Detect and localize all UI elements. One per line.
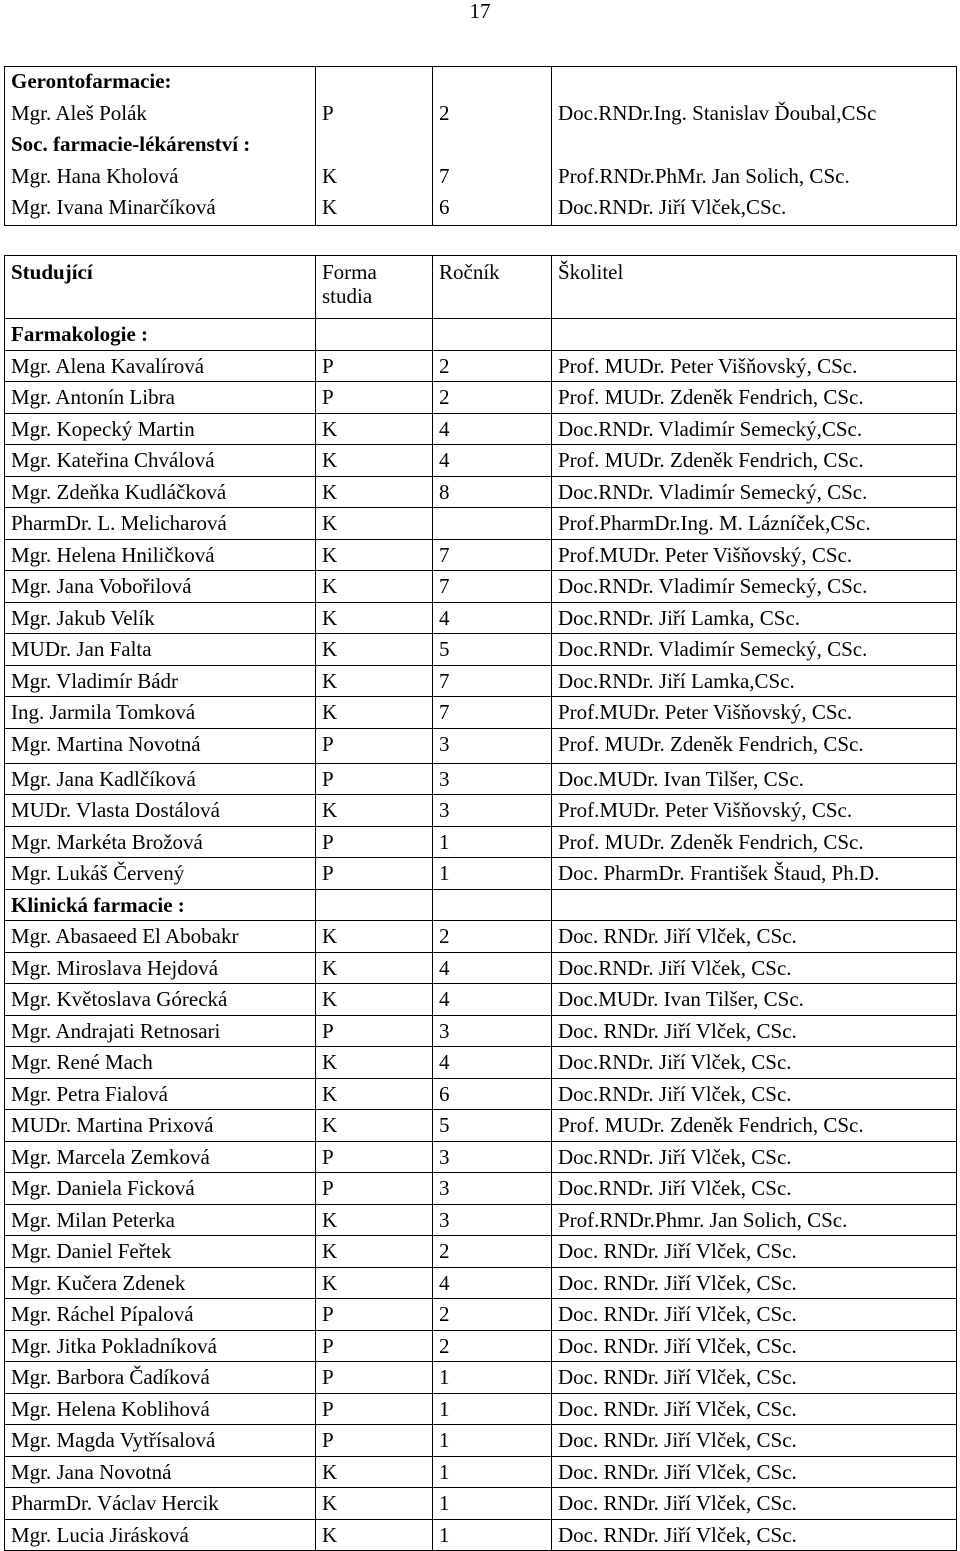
table-row xyxy=(5,1236,957,1268)
rocnik: 1 xyxy=(433,858,552,890)
skolitel: Prof.PharmDr.Ing. M. Lázníček,CSc. xyxy=(552,508,957,540)
student-name: Mgr. René Mach xyxy=(5,1047,316,1079)
forma-studia: K xyxy=(316,1110,433,1142)
forma-studia: K xyxy=(316,508,433,540)
header-studujici: Studující xyxy=(5,256,316,319)
skolitel: Doc.RNDr. Vladimír Semecký,CSc. xyxy=(552,413,957,445)
forma-studia: K xyxy=(316,445,433,477)
skolitel: Doc. RNDr. Jiří Vlček, CSc. xyxy=(552,1362,957,1394)
section-title: Soc. farmacie-lékárenství : xyxy=(5,130,316,162)
forma-studia: K xyxy=(316,795,433,827)
empty-cell xyxy=(433,67,552,99)
table-row xyxy=(5,1330,957,1362)
skolitel: Prof. MUDr. Peter Višňovský, CSc. xyxy=(552,350,957,382)
skolitel: Prof. MUDr. Zdeněk Fendrich, CSc. xyxy=(552,382,957,414)
skolitel: Doc.RNDr. Vladimír Semecký, CSc. xyxy=(552,634,957,666)
student-name: Mgr. Ivana Minarčíková xyxy=(5,193,316,225)
skolitel: Doc. RNDr. Jiří Vlček, CSc. xyxy=(552,1267,957,1299)
student-name: Mgr. Aleš Polák xyxy=(5,99,316,131)
table-row xyxy=(5,1078,957,1110)
forma-studia: K xyxy=(316,1519,433,1551)
forma-studia: P xyxy=(316,826,433,858)
skolitel: Doc.RNDr. Jiří Vlček, CSc. xyxy=(552,1173,957,1205)
skolitel: Doc.RNDr. Vladimír Semecký, CSc. xyxy=(552,476,957,508)
table-row xyxy=(5,162,957,194)
table-row xyxy=(5,1393,957,1425)
table-row xyxy=(5,1204,957,1236)
forma-studia: K xyxy=(316,1456,433,1488)
rocnik: 1 xyxy=(433,1488,552,1520)
table-row xyxy=(5,697,957,729)
rocnik: 6 xyxy=(433,1078,552,1110)
table-row xyxy=(5,193,957,225)
section-row xyxy=(5,889,957,921)
header-rocnik: Ročník xyxy=(433,256,552,319)
student-name: Mgr. Hana Kholová xyxy=(5,162,316,194)
rocnik: 2 xyxy=(433,1299,552,1331)
skolitel: Doc. RNDr. Jiří Vlček, CSc. xyxy=(552,1299,957,1331)
student-name: Mgr. Milan Peterka xyxy=(5,1204,316,1236)
student-name: MUDr. Vlasta Dostálová xyxy=(5,795,316,827)
forma-studia: P xyxy=(316,728,433,763)
section-row xyxy=(5,130,957,162)
table-row xyxy=(5,539,957,571)
skolitel: Doc. RNDr. Jiří Vlček, CSc. xyxy=(552,1236,957,1268)
rocnik: 1 xyxy=(433,1425,552,1457)
student-name: Mgr. Jana Novotná xyxy=(5,1456,316,1488)
skolitel: Doc.RNDr. Jiří Vlček, CSc. xyxy=(552,952,957,984)
empty-cell xyxy=(316,889,433,921)
student-name: Mgr. Jitka Pokladníková xyxy=(5,1330,316,1362)
rocnik: 1 xyxy=(433,1519,552,1551)
table-row xyxy=(5,382,957,414)
skolitel: Doc. RNDr. Jiří Vlček, CSc. xyxy=(552,1330,957,1362)
forma-studia: P xyxy=(316,382,433,414)
skolitel: Prof.RNDr.Phmr. Jan Solich, CSc. xyxy=(552,1204,957,1236)
table-header-row xyxy=(5,256,957,319)
skolitel: Prof. MUDr. Zdeněk Fendrich, CSc. xyxy=(552,1110,957,1142)
skolitel: Doc.RNDr. Jiří Lamka, CSc. xyxy=(552,602,957,634)
table-row xyxy=(5,413,957,445)
rocnik: 3 xyxy=(433,795,552,827)
table-row xyxy=(5,984,957,1016)
student-name: Mgr. Kopecký Martin xyxy=(5,413,316,445)
student-name: Mgr. Kateřina Chválová xyxy=(5,445,316,477)
forma-studia: P xyxy=(316,1299,433,1331)
empty-cell xyxy=(433,889,552,921)
student-name: Mgr. Lukáš Červený xyxy=(5,858,316,890)
student-name: Mgr. Jakub Velík xyxy=(5,602,316,634)
student-name: Mgr. Květoslava Górecká xyxy=(5,984,316,1016)
table-row xyxy=(5,508,957,540)
skolitel: Doc.RNDr. Jiří Lamka,CSc. xyxy=(552,665,957,697)
student-name: Mgr. Zdeňka Kudláčková xyxy=(5,476,316,508)
rocnik: 2 xyxy=(433,99,552,131)
skolitel: Doc.RNDr. Jiří Vlček, CSc. xyxy=(552,1047,957,1079)
rocnik: 2 xyxy=(433,921,552,953)
student-name: Mgr. Marcela Zemková xyxy=(5,1141,316,1173)
rocnik: 4 xyxy=(433,445,552,477)
skolitel: Prof.RNDr.PhMr. Jan Solich, CSc. xyxy=(552,162,957,194)
rocnik: 6 xyxy=(433,193,552,225)
rocnik: 1 xyxy=(433,1393,552,1425)
rocnik: 2 xyxy=(433,1330,552,1362)
student-name: Mgr. Vladimír Bádr xyxy=(5,665,316,697)
forma-studia: P xyxy=(316,1393,433,1425)
section-row xyxy=(5,67,957,99)
empty-cell xyxy=(552,319,957,351)
table-row xyxy=(5,445,957,477)
empty-cell xyxy=(433,130,552,162)
forma-studia: K xyxy=(316,476,433,508)
skolitel: Prof.MUDr. Peter Višňovský, CSc. xyxy=(552,539,957,571)
rocnik: 8 xyxy=(433,476,552,508)
forma-studia: K xyxy=(316,1078,433,1110)
forma-studia: K xyxy=(316,1236,433,1268)
skolitel: Doc.MUDr. Ivan Tilšer, CSc. xyxy=(552,984,957,1016)
skolitel: Doc. RNDr. Jiří Vlček, CSc. xyxy=(552,1519,957,1551)
section-title: Klinická farmacie : xyxy=(5,889,316,921)
student-name: Mgr. Kučera Zdenek xyxy=(5,1267,316,1299)
rocnik: 3 xyxy=(433,1173,552,1205)
student-name: MUDr. Martina Prixová xyxy=(5,1110,316,1142)
skolitel: Doc.RNDr. Jiří Vlček, CSc. xyxy=(552,1141,957,1173)
student-name: Mgr. Abasaeed El Abobakr xyxy=(5,921,316,953)
forma-studia: P xyxy=(316,858,433,890)
rocnik: 4 xyxy=(433,413,552,445)
student-name: PharmDr. Václav Hercik xyxy=(5,1488,316,1520)
rocnik: 7 xyxy=(433,665,552,697)
table-row xyxy=(5,1456,957,1488)
table-row xyxy=(5,1173,957,1205)
table-gerontofarmacie xyxy=(4,66,957,226)
forma-studia: P xyxy=(316,1425,433,1457)
rocnik: 5 xyxy=(433,1110,552,1142)
table-students xyxy=(4,255,957,1551)
table-row xyxy=(5,602,957,634)
rocnik: 1 xyxy=(433,826,552,858)
student-name: Mgr. Lucia Jirásková xyxy=(5,1519,316,1551)
rocnik: 3 xyxy=(433,763,552,795)
empty-cell xyxy=(552,130,957,162)
forma-studia: K xyxy=(316,193,433,225)
table-row xyxy=(5,1047,957,1079)
skolitel: Doc. RNDr. Jiří Vlček, CSc. xyxy=(552,1488,957,1520)
empty-cell xyxy=(316,67,433,99)
skolitel: Prof.MUDr. Peter Višňovský, CSc. xyxy=(552,697,957,729)
forma-studia: K xyxy=(316,539,433,571)
rocnik: 4 xyxy=(433,984,552,1016)
skolitel: Doc. PharmDr. František Štaud, Ph.D. xyxy=(552,858,957,890)
rocnik: 3 xyxy=(433,1141,552,1173)
section-title: Farmakologie : xyxy=(5,319,316,351)
skolitel: Doc. RNDr. Jiří Vlček, CSc. xyxy=(552,1425,957,1457)
table-row xyxy=(5,795,957,827)
student-name: Mgr. Daniela Ficková xyxy=(5,1173,316,1205)
rocnik: 4 xyxy=(433,602,552,634)
forma-studia: K xyxy=(316,634,433,666)
student-name: Ing. Jarmila Tomková xyxy=(5,697,316,729)
student-name: Mgr. Petra Fialová xyxy=(5,1078,316,1110)
forma-studia: P xyxy=(316,1173,433,1205)
student-name: Mgr. Alena Kavalírová xyxy=(5,350,316,382)
forma-studia: P xyxy=(316,99,433,131)
student-name: Mgr. Jana Kadlčíková xyxy=(5,763,316,795)
skolitel: Prof. MUDr. Zdeněk Fendrich, CSc. xyxy=(552,445,957,477)
page-number: 17 xyxy=(469,0,491,23)
student-name: Mgr. Barbora Čadíková xyxy=(5,1362,316,1394)
rocnik: 4 xyxy=(433,1047,552,1079)
student-name: Mgr. Daniel Feřtek xyxy=(5,1236,316,1268)
rocnik: 7 xyxy=(433,539,552,571)
forma-studia: K xyxy=(316,602,433,634)
table-row xyxy=(5,350,957,382)
table-row xyxy=(5,476,957,508)
skolitel: Doc.RNDr. Jiří Vlček,CSc. xyxy=(552,193,957,225)
rocnik xyxy=(433,508,552,540)
rocnik: 7 xyxy=(433,571,552,603)
student-name: Mgr. Helena Hniličková xyxy=(5,539,316,571)
table-row xyxy=(5,1110,957,1142)
forma-studia: K xyxy=(316,162,433,194)
table-row xyxy=(5,1015,957,1047)
forma-studia: K xyxy=(316,413,433,445)
skolitel: Doc.RNDr. Jiří Vlček, CSc. xyxy=(552,1078,957,1110)
empty-cell xyxy=(433,319,552,351)
table-row xyxy=(5,571,957,603)
forma-studia: P xyxy=(316,350,433,382)
student-name: Mgr. Magda Vytřísalová xyxy=(5,1425,316,1457)
forma-studia: K xyxy=(316,697,433,729)
forma-studia: K xyxy=(316,952,433,984)
table-row xyxy=(5,1488,957,1520)
rocnik: 3 xyxy=(433,1015,552,1047)
rocnik: 7 xyxy=(433,697,552,729)
student-name: PharmDr. L. Melicharová xyxy=(5,508,316,540)
table-row xyxy=(5,99,957,131)
table-row xyxy=(5,1299,957,1331)
skolitel: Prof.MUDr. Peter Višňovský, CSc. xyxy=(552,795,957,827)
table-row xyxy=(5,826,957,858)
skolitel: Doc. RNDr. Jiří Vlček, CSc. xyxy=(552,921,957,953)
forma-studia: K xyxy=(316,571,433,603)
empty-cell xyxy=(552,889,957,921)
student-name: Mgr. Miroslava Hejdová xyxy=(5,952,316,984)
forma-studia: P xyxy=(316,1362,433,1394)
table-row xyxy=(5,1519,957,1551)
table-row xyxy=(5,921,957,953)
rocnik: 7 xyxy=(433,162,552,194)
skolitel: Doc.MUDr. Ivan Tilšer, CSc. xyxy=(552,763,957,795)
skolitel: Prof. MUDr. Zdeněk Fendrich, CSc. xyxy=(552,826,957,858)
header-skolitel: Školitel xyxy=(552,256,957,319)
student-name: Mgr. Markéta Brožová xyxy=(5,826,316,858)
rocnik: 5 xyxy=(433,634,552,666)
section-row xyxy=(5,319,957,351)
skolitel: Doc. RNDr. Jiří Vlček, CSc. xyxy=(552,1015,957,1047)
table-row xyxy=(5,1141,957,1173)
forma-studia: K xyxy=(316,1267,433,1299)
skolitel: Prof. MUDr. Zdeněk Fendrich, CSc. xyxy=(552,728,957,763)
forma-studia: P xyxy=(316,1330,433,1362)
forma-studia: K xyxy=(316,665,433,697)
rocnik: 2 xyxy=(433,1236,552,1268)
forma-studia: K xyxy=(316,1047,433,1079)
rocnik: 1 xyxy=(433,1362,552,1394)
rocnik: 4 xyxy=(433,1267,552,1299)
student-name: Mgr. Helena Koblihová xyxy=(5,1393,316,1425)
rocnik: 2 xyxy=(433,350,552,382)
empty-cell xyxy=(552,67,957,99)
forma-studia: K xyxy=(316,921,433,953)
table-row xyxy=(5,858,957,890)
forma-studia: P xyxy=(316,1141,433,1173)
section-title: Gerontofarmacie: xyxy=(5,67,316,99)
table-row xyxy=(5,763,957,795)
skolitel: Doc. RNDr. Jiří Vlček, CSc. xyxy=(552,1393,957,1425)
forma-studia: P xyxy=(316,763,433,795)
table-row xyxy=(5,1425,957,1457)
forma-studia: K xyxy=(316,1488,433,1520)
skolitel: Doc.RNDr. Vladimír Semecký, CSc. xyxy=(552,571,957,603)
rocnik: 3 xyxy=(433,728,552,763)
student-name: MUDr. Jan Falta xyxy=(5,634,316,666)
table-row xyxy=(5,634,957,666)
forma-studia: P xyxy=(316,1015,433,1047)
skolitel: Doc. RNDr. Jiří Vlček, CSc. xyxy=(552,1456,957,1488)
header-forma-studia: Forma studia xyxy=(316,256,433,319)
student-name: Mgr. Martina Novotná xyxy=(5,728,316,763)
student-name: Mgr. Andrajati Retnosari xyxy=(5,1015,316,1047)
skolitel: Doc.RNDr.Ing. Stanislav Ďoubal,CSc xyxy=(552,99,957,131)
forma-studia: K xyxy=(316,984,433,1016)
empty-cell xyxy=(316,130,433,162)
table-row xyxy=(5,1362,957,1394)
empty-cell xyxy=(316,319,433,351)
student-name: Mgr. Antonín Libra xyxy=(5,382,316,414)
table-row xyxy=(5,665,957,697)
table-row xyxy=(5,728,957,763)
table-row xyxy=(5,952,957,984)
rocnik: 4 xyxy=(433,952,552,984)
rocnik: 3 xyxy=(433,1204,552,1236)
forma-studia: K xyxy=(316,1204,433,1236)
rocnik: 1 xyxy=(433,1456,552,1488)
student-name: Mgr. Ráchel Pípalová xyxy=(5,1299,316,1331)
table-row xyxy=(5,1267,957,1299)
student-name: Mgr. Jana Vobořilová xyxy=(5,571,316,603)
rocnik: 2 xyxy=(433,382,552,414)
